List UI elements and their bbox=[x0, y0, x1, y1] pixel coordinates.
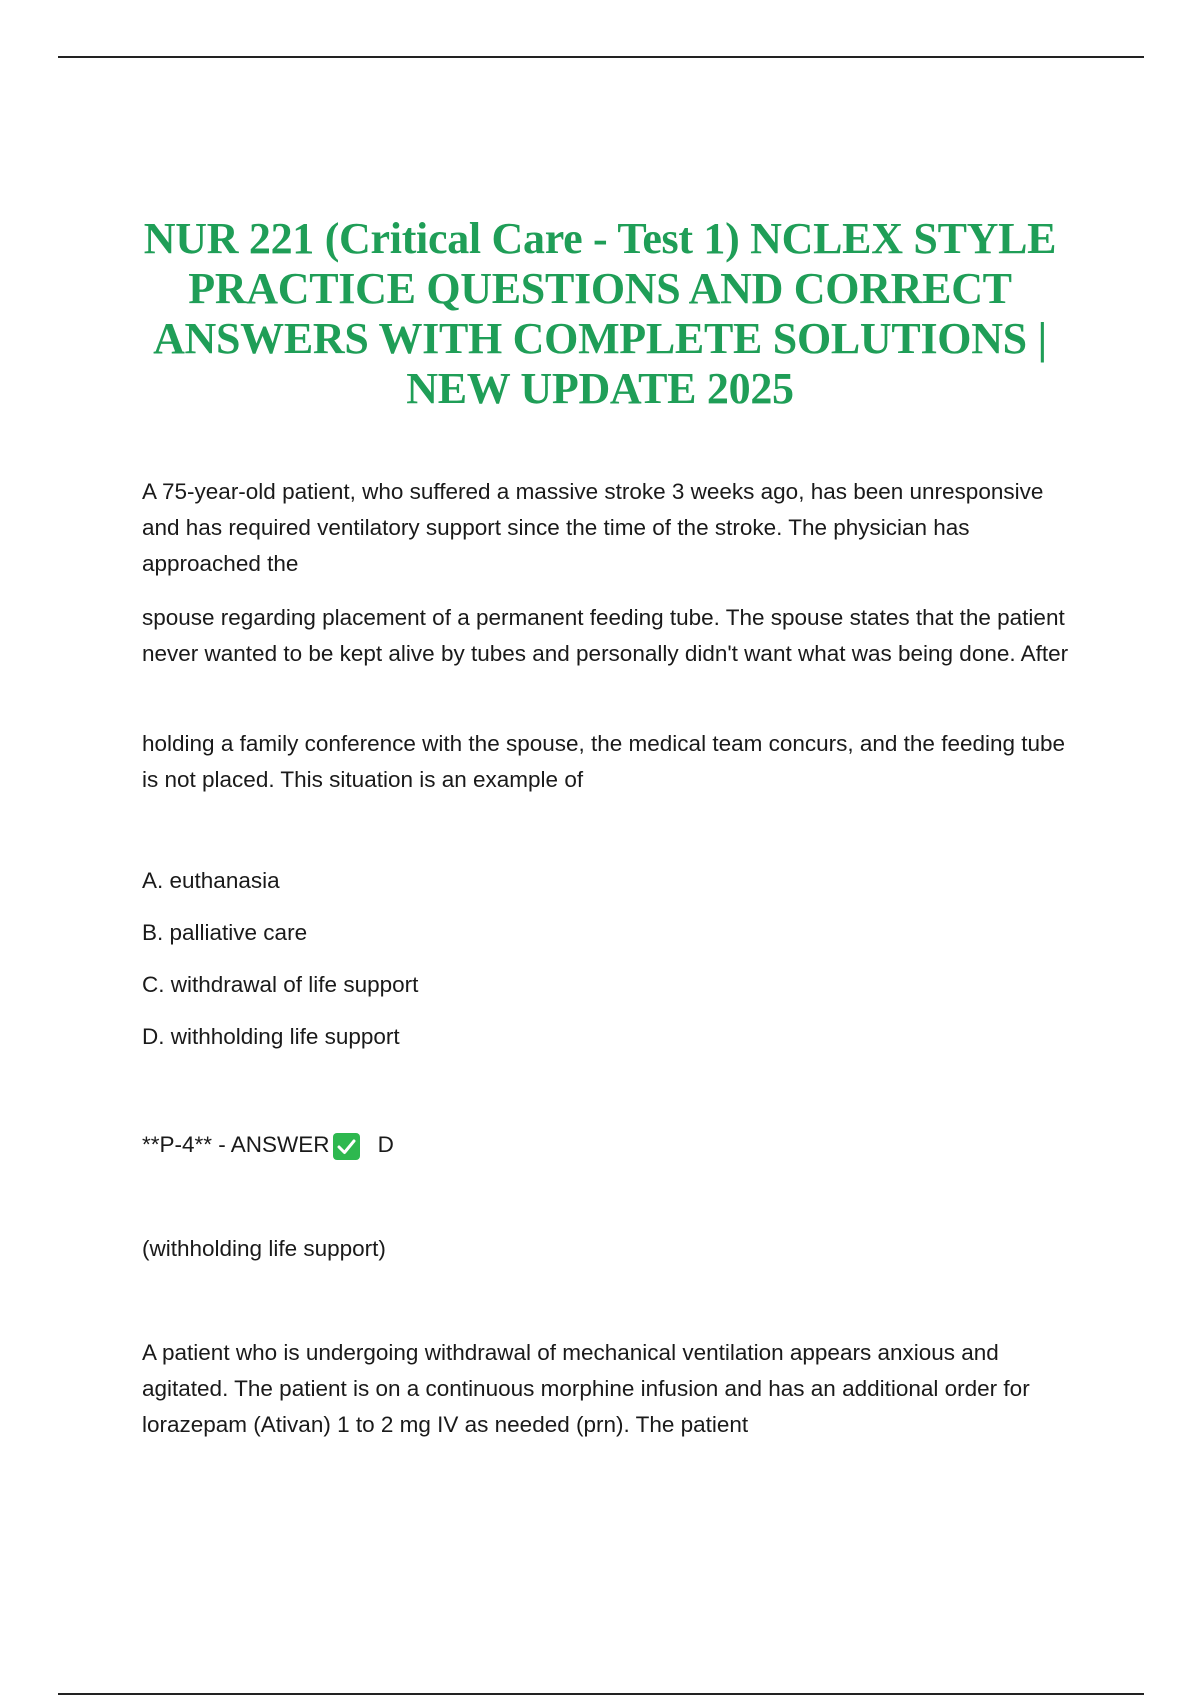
answer-explanation: (withholding life support) bbox=[142, 1236, 386, 1261]
question-2-text: A patient who is undergoing withdrawal of mechanical ventilation appears anxious and agitated. The patient is on a continuous morphine infusion and has an additional order for lorazepam (Ativan) 1 to 2 mg IV as needed (prn). The patient bbox=[142, 1340, 1030, 1437]
check-icon bbox=[333, 1133, 360, 1160]
top-rule bbox=[58, 56, 1144, 58]
bottom-rule bbox=[58, 1693, 1144, 1695]
answer-line bbox=[142, 1127, 394, 1163]
option-b: B. palliative care bbox=[142, 920, 308, 945]
question-1-paragraph-2: spouse regarding placement of a permanent feeding tube. The spouse states that the patient never wanted to be kept alive by tubes and personally didn't want what was being done. After bbox=[142, 605, 1069, 666]
option-c: C. withdrawal of life support bbox=[142, 972, 419, 997]
answer-prefix: **P-4** - ANSWER bbox=[142, 1132, 330, 1157]
option-d: D. withholding life support bbox=[142, 1024, 400, 1049]
answer-letter: D bbox=[377, 1132, 394, 1157]
document-title: NUR 221 (Critical Care - Test 1) NCLEX STYLE PRACTICE QUESTIONS AND CORRECT ANSWERS WITH COMPLETE SOLUTIONS | NEW UPDATE 2025 bbox=[143, 214, 1057, 413]
option-a: A. euthanasia bbox=[142, 868, 280, 893]
question-1-paragraph-3: holding a family conference with the spouse, the medical team concurs, and the feeding tube is not placed. This situation is an example of bbox=[142, 731, 1066, 792]
question-1-paragraph-1: A 75-year-old patient, who suffered a massive stroke 3 weeks ago, has been unresponsive and has required ventilatory support since the time of the stroke. The physician has approached the bbox=[142, 479, 1044, 576]
